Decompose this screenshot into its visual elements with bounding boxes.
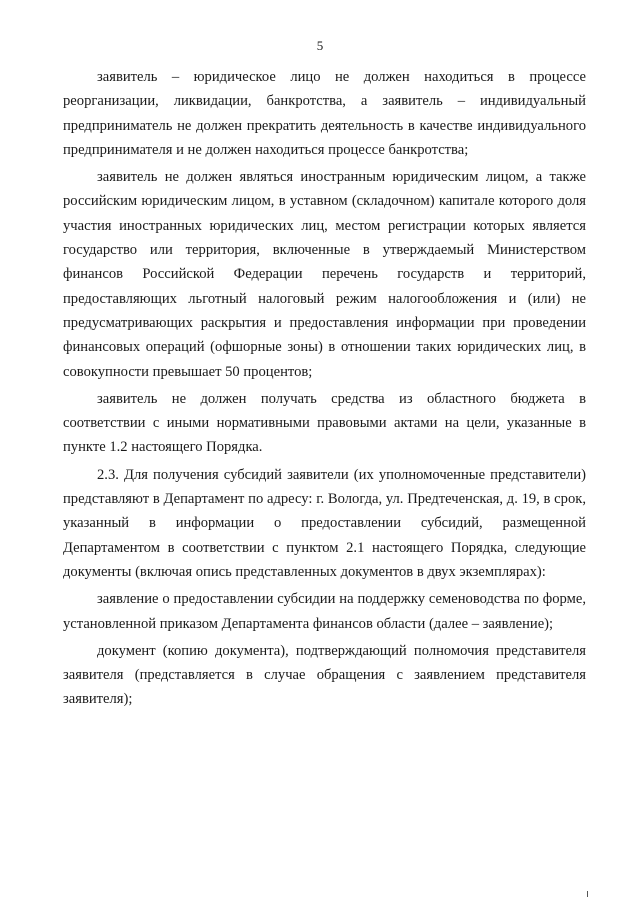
- scan-mark: [587, 891, 588, 897]
- paragraph-budget-funds-requirement: заявитель не должен получать средства из областного бюджета в соответствии с иными нормативными правовыми актами на цели, указанные в пункте 1.2 настоящего Порядка.: [63, 390, 586, 456]
- paragraph-section-2-3: 2.3. Для получения субсидий заявители (их уполномоченные представители) представляют в Департамент по адресу: г. Вологда, ул. Предтеченская, д. 19, в срок, указанный в информации о предоставлении субсидий, размещенной Департаментом в соответствии с пунктом 2.1 настоящего Порядка, следующие документы (включая опись представленных документов в двух экземплярах):: [63, 466, 586, 580]
- paragraph-reorganization-requirement: заявитель – юридическое лицо не должен находиться в процессе реорганизации, ликвидации, банкротства, а заявитель – индивидуальный предприниматель не должен прекратить деятельность в качестве индивидуального предпринимателя и не должен находиться процессе банкротства;: [63, 69, 586, 158]
- paragraph-foreign-entity-requirement: заявитель не должен являться иностранным юридическим лицом, а также российским юридическим лицом, в уставном (складочном) капитале которого доля участия иностранных юридических лиц, местом регистрации которых является государство или территория, включенные в утверждаемый Министерством финансов Российской Федерации перечень государств и территорий, предоставляющих льготный налоговый режим налогообложения и (или) не предусматривающих раскрытия и предоставления информации при проведении финансовых операций (офшорные зоны) в отношении таких юридических лиц, в совокупности превышает 50 процентов;: [63, 169, 586, 380]
- paragraph-representative-document: документ (копию документа), подтверждающий полномочия представителя заявителя (представляется в случае обращения с заявлением представителя заявителя);: [63, 642, 586, 708]
- paragraph-application-form: заявление о предоставлении субсидии на поддержку семеноводства по форме, установленной приказом Департамента финансов области (далее – заявление);: [63, 591, 586, 632]
- page-number: 5: [316, 38, 324, 53]
- document-body: [63, 65, 586, 715]
